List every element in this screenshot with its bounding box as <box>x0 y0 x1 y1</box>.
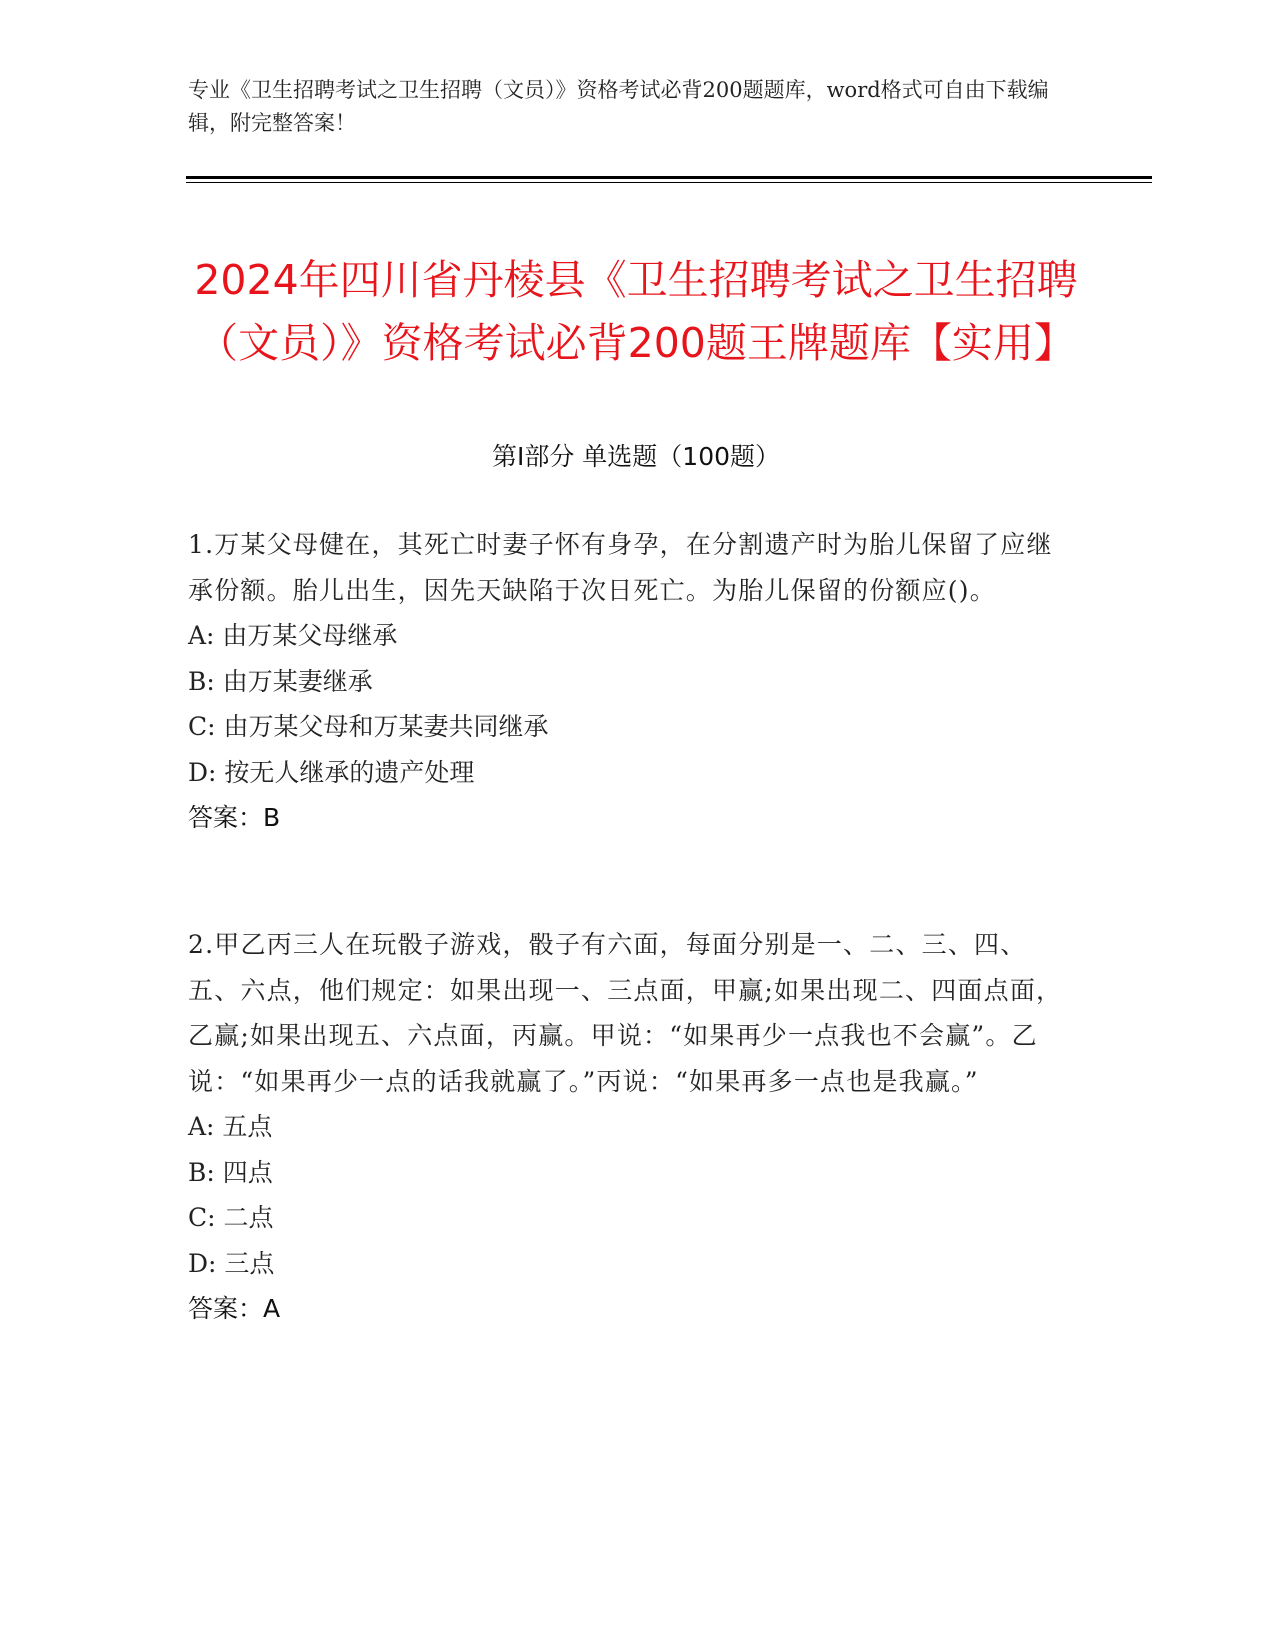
section-title: 第I部分 单选题（100题） <box>491 442 781 471</box>
header-note: 专业《卫生招聘考试之卫生招聘（文员）》资格考试必背200题题库，word格式可自由下载编辑，附完整答案！ <box>188 78 1049 135</box>
option-b: B: 四点 <box>188 1157 273 1187</box>
question-stem: 2.甲乙丙三人在玩骰子游戏，骰子有六面，每面分别是一、二、三、四、五、六点，他们规定：如果出现一、三点面，甲赢;如果出现二、四面点面，乙赢;如果出现五、六点面，丙赢。甲说：“如果再少一点我也不会赢”。乙说：“如果再少一点的话我就赢了。”丙说：“如果再多一点也是我赢。” <box>188 930 1063 1096</box>
question-2 <box>188 922 1068 1332</box>
option-d: D: 三点 <box>188 1248 275 1278</box>
option-c: C: 二点 <box>188 1203 274 1232</box>
option-a: A: 由万某父母继承 <box>188 621 398 650</box>
header-rule-thin <box>186 182 1152 183</box>
option-b: B: 由万某妻继承 <box>188 666 373 696</box>
answer: 答案：A <box>188 1294 281 1323</box>
answer: 答案：B <box>188 803 281 832</box>
question-stem: 1.万某父母健在，其死亡时妻子怀有身孕，在分割遗产时为胎儿保留了应继承份额。胎儿出生，因先天缺陷于次日死亡。为胎儿保留的份额应()。 <box>188 530 1053 605</box>
option-c: C: 由万某父母和万某妻共同继承 <box>188 712 549 741</box>
question-1 <box>188 522 1068 841</box>
document-title: 2024年四川省丹棱县《卫生招聘考试之卫生招聘（文员）》资格考试必背200题王牌题库【实用】 <box>194 256 1078 368</box>
option-a: A: 五点 <box>188 1112 273 1141</box>
header-rule-thick <box>186 176 1152 179</box>
option-d: D: 按无人继承的遗产处理 <box>188 757 475 787</box>
